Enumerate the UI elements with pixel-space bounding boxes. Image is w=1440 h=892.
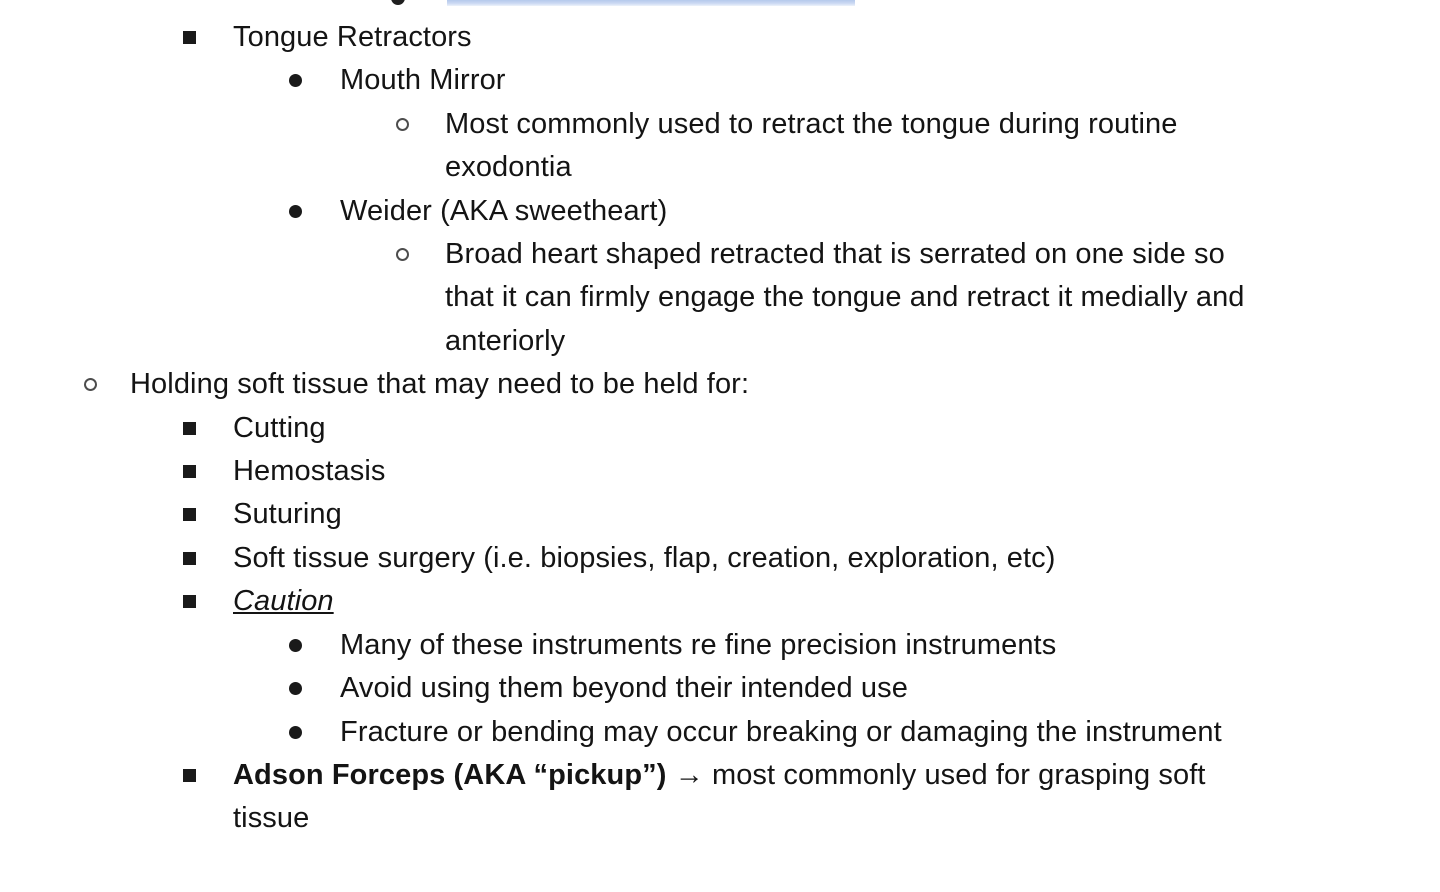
disc-bullet-icon — [289, 726, 302, 739]
list-item[interactable] — [0, 450, 1275, 493]
text-run: Weider (AKA sweetheart) — [340, 194, 668, 227]
disc-bullet-icon — [289, 639, 302, 652]
list-item[interactable] — [0, 711, 1275, 754]
text-run: Mouth Mirror — [340, 64, 506, 97]
list-item-text — [233, 585, 334, 617]
disc-bullet-icon — [289, 74, 302, 87]
list-item[interactable] — [0, 493, 1275, 536]
square-bullet-icon — [183, 595, 196, 608]
list-item[interactable] — [0, 16, 1275, 59]
disc-bullet-icon — [289, 205, 302, 218]
disc-bullet-icon — [289, 682, 302, 695]
circle-bullet-icon — [84, 378, 97, 391]
list-item[interactable] — [0, 103, 1275, 190]
text-run: Soft tissue surgery (i.e. biopsies, flap, creation, exploration, etc) — [233, 541, 1056, 574]
list-item-text — [340, 716, 1222, 748]
text-run: Hemostasis — [233, 455, 386, 488]
square-bullet-icon — [183, 465, 196, 478]
text-run: Tongue Retractors — [233, 21, 472, 53]
list-item-text — [233, 759, 1206, 834]
outline-list — [0, 16, 1275, 841]
list-item[interactable] — [0, 624, 1275, 667]
text-run: → most commonly used for grasping soft tissue — [233, 758, 1206, 835]
list-item-text — [233, 542, 1056, 574]
text-run: Most commonly used to retract the tongue during routine exodontia — [445, 107, 1178, 184]
circle-bullet-icon — [396, 118, 409, 131]
list-item[interactable] — [0, 190, 1275, 233]
text-run: Suturing — [233, 498, 342, 531]
text-run: Cutting — [233, 411, 326, 444]
list-item-text — [233, 455, 386, 487]
list-item-text — [130, 368, 749, 400]
list-item-text — [340, 64, 506, 96]
text-run: Many of these instruments re fine precision instruments — [340, 628, 1057, 661]
text-run: Adson Forceps (AKA “pickup”) — [233, 758, 667, 791]
text-run: Fracture or bending may occur breaking or damaging the instrument — [340, 715, 1222, 748]
text-run: Broad heart shaped retracted that is serrated on one side so that it can firmly engage the tongue and retract it medially and anteriorly — [445, 238, 1245, 357]
square-bullet-icon — [183, 769, 196, 782]
list-item-text — [445, 108, 1178, 183]
list-item-text — [340, 672, 908, 704]
list-item[interactable] — [0, 363, 1275, 406]
clipped-link-highlight[interactable] — [447, 0, 855, 6]
list-item[interactable] — [0, 407, 1275, 450]
list-item-text — [233, 498, 342, 530]
clipped-disc-bullet-icon — [391, 0, 405, 5]
square-bullet-icon — [183, 31, 196, 44]
text-run: Avoid using them beyond their intended use — [340, 672, 908, 705]
list-item[interactable] — [0, 233, 1275, 363]
text-run: Caution — [233, 585, 334, 618]
list-item-text — [233, 21, 472, 53]
list-item[interactable] — [0, 667, 1275, 710]
list-item[interactable] — [0, 59, 1275, 102]
list-item-text — [233, 412, 326, 444]
list-item[interactable] — [0, 537, 1275, 580]
text-run: Holding soft tissue that may need to be held for: — [130, 368, 750, 401]
list-item-text — [445, 238, 1245, 357]
list-item[interactable] — [0, 754, 1275, 841]
list-item[interactable] — [0, 580, 1275, 623]
square-bullet-icon — [183, 422, 196, 435]
square-bullet-icon — [183, 552, 196, 565]
circle-bullet-icon — [396, 248, 409, 261]
list-item-text — [340, 629, 1056, 661]
square-bullet-icon — [183, 508, 196, 521]
list-item-text — [340, 195, 667, 227]
